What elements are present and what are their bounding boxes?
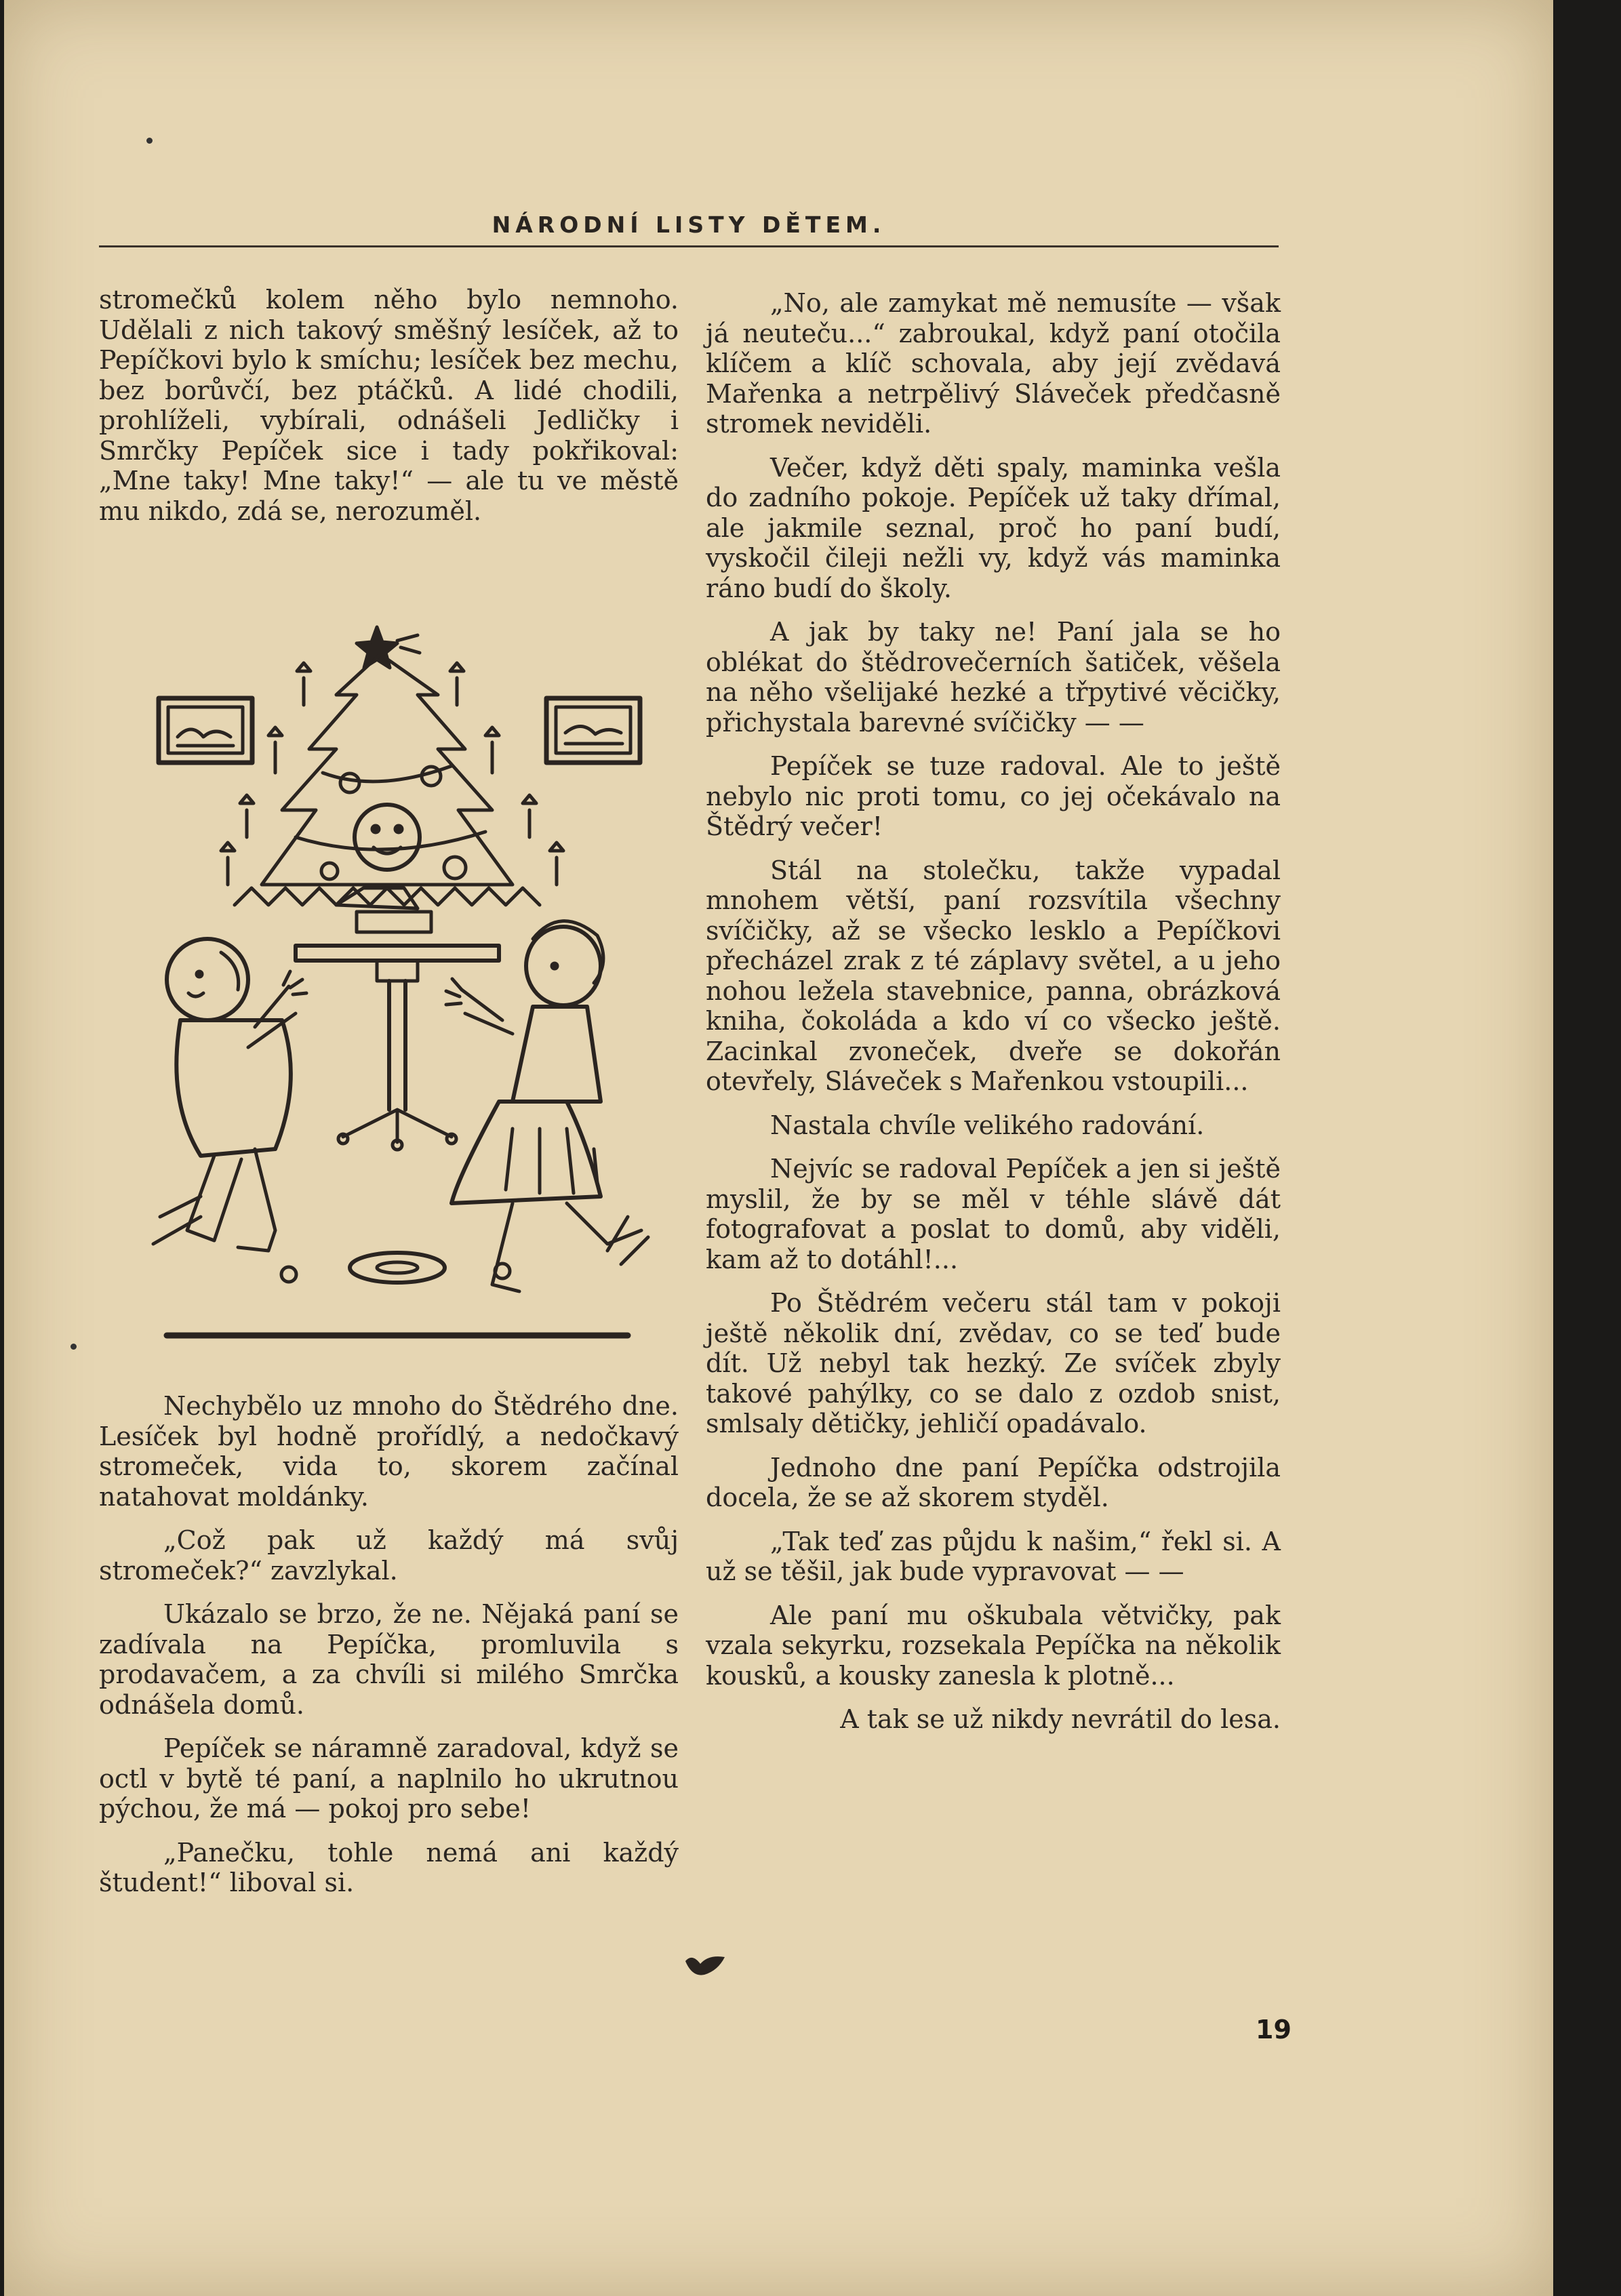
left-column-bottom: [99, 1391, 679, 1912]
paragraph: Nejvíc se radoval Pepíček a jen si ještě myslil, že by se měl v téhle slávě dát fotografovat a poslat to domů, aby viděli, kam až to dotáhl!...: [706, 1154, 1281, 1274]
paragraph: „Což pak už každý má svůj stromeček?“ zavzlykal.: [99, 1525, 679, 1586]
paragraph: stromečků kolem něho bylo nemnoho. Udělali z nich takový směšný lesíček, až to Pepíčkovi bylo k smíchu; lesíček bez mechu, bez borůvčí, bez ptáčků. A lidé chodili, prohlíželi, vybírali, odnášeli Jedličky i Smrčky Pepíček sice i tady pokřikoval: „Mne taky! Mne taky!“ — ale tu ve městě mu nikdo, zdá se, nerozuměl.: [99, 285, 679, 526]
right-column: [706, 288, 1281, 1748]
paragraph: „No, ale zamykat mě nemusíte — však já neuteču...“ zabroukal, když paní otočila klíčem a klíč schovala, aby její zvědavá Mařenka a netrpělivý Sláveček předčasně stromek neviděli.: [706, 288, 1281, 439]
table: [296, 946, 499, 1150]
paragraph: Pepíček se tuze radoval. Ale to ještě nebylo nic proti tomu, co jej očekávalo na Štědrý večer!: [706, 751, 1281, 841]
page-number: 19: [1256, 2015, 1292, 2045]
paragraph: Jednoho dne paní Pepíčka odstrojila docela, že se až skorem styděl.: [706, 1452, 1281, 1512]
paragraph: Večer, když děti spaly, maminka vešla do zadního pokoje. Pepíček už taky dřímal, ale jakmile seznal, proč ho paní budí, vyskočil čileji nežli vy, když vás maminka ráno budí do školy.: [706, 452, 1281, 603]
paragraph: „Panečku, tohle nemá ani každý študent!“ liboval si.: [99, 1837, 679, 1897]
header-rule: [99, 245, 1279, 247]
paragraph: Ukázalo se brzo, že ne. Nějaká paní se zadívala na Pepíčka, promluvila s prodavačem, a za chvíli si milého Smrčka odnášela domů.: [99, 1599, 679, 1720]
speck: [146, 138, 153, 144]
bird-ornament-icon: [682, 1949, 729, 1979]
paragraph: Ale paní mu oškubala větvičky, pak vzala sekyrku, rozsekala Pepíčka na několik kousků, a kousky zanesla k plotně...: [706, 1600, 1281, 1691]
page-header: NÁRODNÍ LISTY DĚTEM.: [492, 212, 886, 238]
paragraph: Nastala chvíle velikého radování.: [770, 1110, 1205, 1140]
sun-ornament: [355, 805, 420, 870]
left-picture-frame: [159, 698, 252, 763]
paragraph: Pepíček se náramně zaradoval, když se octl v bytě té paní, a naplnilo ho ukrutnou pýchou, že má — pokoj pro sebe!: [99, 1733, 679, 1824]
left-column-top: [99, 285, 679, 540]
paragraph: Po Štědrém večeru stál tam v pokoji ještě několik dní, zvědav, co se teď bude dít. Už nebyl tak hezký. Ze svíček zbyly takové pahýlky, co se dalo z ozdob snist, smlsaly dětičky, jehličí opadávalo.: [706, 1288, 1281, 1438]
closing-line: A tak se už nikdy nevrátil do lesa.: [840, 1704, 1281, 1734]
speck: [71, 1344, 77, 1350]
plate: [350, 1253, 445, 1283]
paragraph: Nechybělo uz mnoho do Štědrého dne. Lesíček byl hodně prořídlý, a nedočkavý stromeček, vida to, skorem začínal natahovat moldánky.: [99, 1391, 679, 1512]
boy-figure: [153, 939, 306, 1251]
paragraph: A jak by taky ne! Paní jala se ho oblékat do štědrovečerních šatiček, věšela na něho všelijaké hezké a třpytivé věcičky, přichystala barevné svíčičky — —: [706, 617, 1281, 738]
newspaper-page: [4, 0, 1553, 2296]
right-picture-frame: [546, 698, 640, 763]
christmas-tree-illustration: [133, 613, 662, 1349]
paragraph: Stál na stolečku, takže vypadal mnohem větší, paní rozsvítila všechny svíčičky, až se všecko lesklo a Pepíčkovi přecházel zrak z té záplavy světel, a u jeho nohou ležela stavebnice, panna, obrázková kniha, čokoláda a kdo ví co všecko ještě. Zacinkal zvoneček, dveře se dokořán otevřely, Sláveček s Mařenkou vstoupili...: [706, 855, 1281, 1096]
girl-figure: [446, 921, 648, 1291]
paragraph: „Tak teď zas půjdu k našim,“ řekl si. A už se těšil, jak bude vypravovat — —: [706, 1526, 1281, 1586]
